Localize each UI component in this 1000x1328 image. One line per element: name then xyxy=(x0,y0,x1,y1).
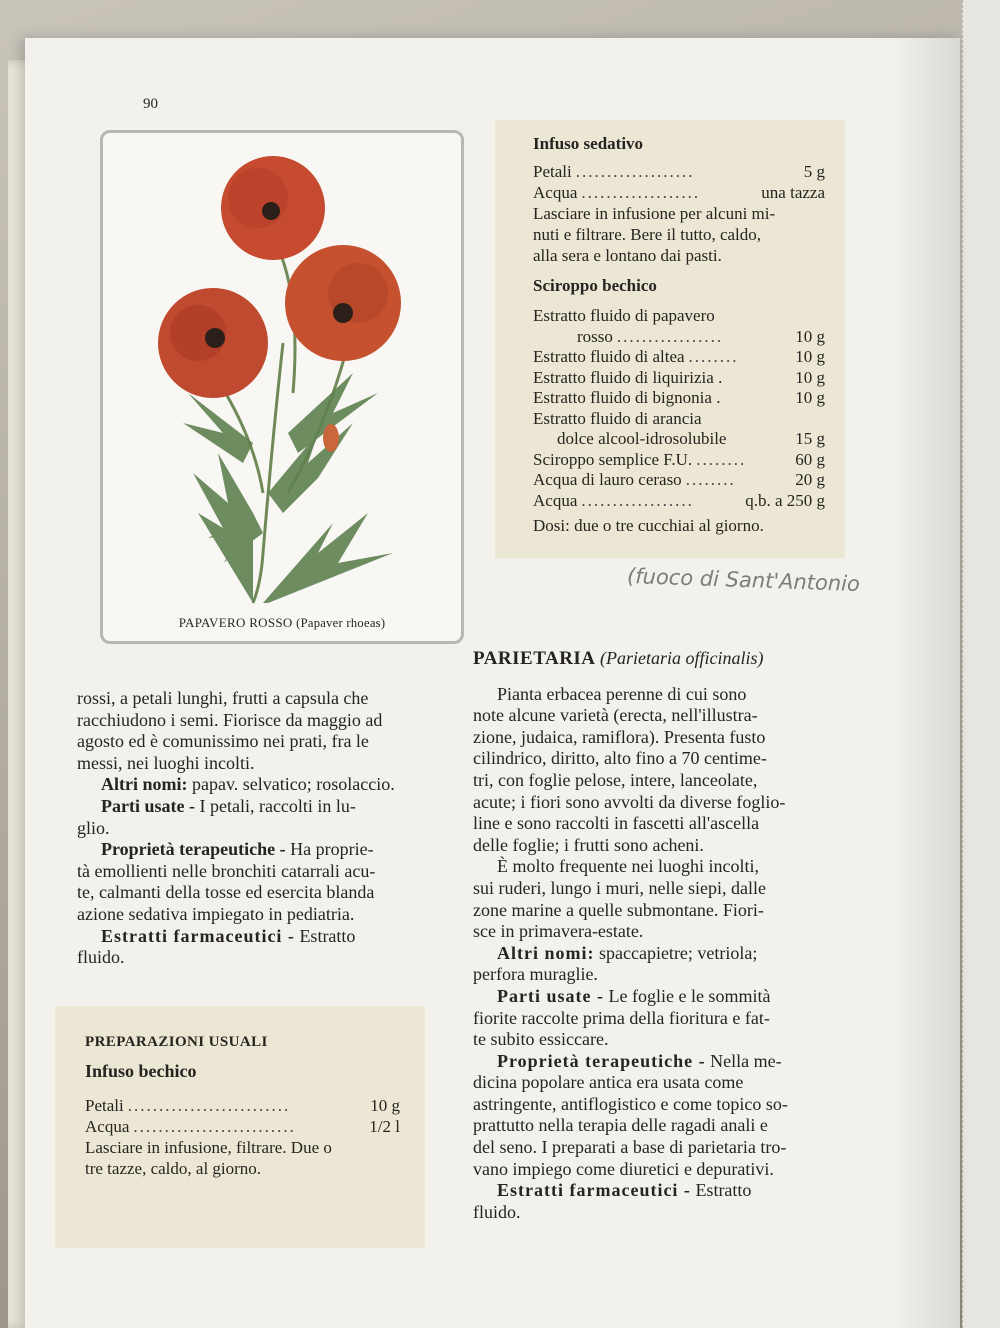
parti-usate-label: Parti usate - xyxy=(101,795,195,816)
preparazioni-title: PREPARAZIONI USUALI xyxy=(85,1034,268,1050)
infuso-sedativo-instructions: Lasciare in infusione per alcuni mi- nuti e filtrare. Bere il tutto, caldo, alla sera e lontano dai pasti. xyxy=(533,204,776,265)
recipe-row: Petali .......................... 10 g xyxy=(85,1096,400,1115)
recipe-row: Acqua .......................... 1/2 l xyxy=(85,1116,400,1136)
handwritten-note: (fuoco di Sant'Antonio xyxy=(626,563,861,597)
sciroppo-rows: Estratto fluido di papavero rosso ................. 10 g Estratto fluido di altea ........ 10 g Estratto fluido di liquirizia . 10 g Estratto fluido di bignonia . 10 g Estratto fluido di arancia dolce alcool-idrosolubile 15 g Sciroppo semplice F.U. ........ 60 g Acqua di lauro ceraso ........ 20 g Acqua .................. q.b. a 250 g xyxy=(533,306,825,510)
proprieta-label: Proprietà terapeutiche - xyxy=(497,1050,706,1071)
proprieta-label: Proprietà terapeutiche - xyxy=(101,839,286,860)
recipe-box-left xyxy=(55,1006,425,1248)
book-page xyxy=(25,38,960,1328)
altri-nomi-label: Altri nomi: xyxy=(101,774,188,795)
infuso-sedativo-title: Infuso sedativo xyxy=(533,134,644,153)
parietaria-heading: PARIETARIA xyxy=(473,648,596,669)
infuso-bechico-title: Infuso bechico xyxy=(85,1061,197,1081)
facing-page-edge xyxy=(962,0,1000,1328)
recipe-box-right xyxy=(495,120,845,558)
estratti-label: Estratti farmaceutici - xyxy=(497,1180,691,1201)
parti-usate-label: Parti usate - xyxy=(497,985,604,1006)
estratti-label: Estratti farmaceutici - xyxy=(101,925,295,946)
recipe-row: Acqua ................... una tazza xyxy=(533,182,825,202)
parietaria-latin: (Parietaria officinalis) xyxy=(600,648,764,668)
recipe-row: Petali ................... 5 g xyxy=(533,162,825,181)
caption-latin: (Papaver rhoeas) xyxy=(296,616,386,630)
sciroppo-bechico-title: Sciroppo bechico xyxy=(533,276,657,295)
page-number: 90 xyxy=(143,96,158,112)
infuso-bechico-instructions: Lasciare in infusione, filtrare. Due o tre tazze, caldo, al giorno. xyxy=(85,1138,332,1178)
sciroppo-dose: Dosi: due o tre cucchiai al giorno. xyxy=(533,516,764,535)
altri-nomi-label: Altri nomi: xyxy=(497,942,595,963)
poppy-drawing xyxy=(103,133,461,641)
illustration-caption xyxy=(103,615,461,631)
left-column-text: rossi, a petali lunghi, frutti a capsula che racchiudono i semi. Fiorisce da maggio ad agosto ed è comunissimo nei prati, fra le messi, nei luoghi incolti. Altri nomi: papav. selvatico; rosolaccio. Parti usate - I petali, raccolti in lu- glio. Proprietà terapeutiche - Ha proprie- tà emollienti nelle bronchiti catarrali acu- te, calmanti della tosse ed esercita blanda azione sedativa impiegato in pediatria. Estratti farmaceutici - Estratto fluido. xyxy=(77,688,395,968)
right-column-text: PARIETARIA (Parietaria officinalis) Pianta erbacea perenne di cui sono note alcune varietà (erecta, nell'illustra- zione, judaica, ramiflora). Presenta fusto cilindrico, diritto, alto fino a 70 centime- tri, con foglie pelose, intere, lanceolate, acute; i fiori sono avvolti da diverse foglio- line e sono raccolti in fascetti all'ascella delle foglie; i frutti sono acheni. È molto frequente nei luoghi incolti, sui ruderi, lungo i muri, nelle siepi, dalle zone marine a quelle submontane. Fiori- sce in primavera-estate. Altri nomi: spaccapietre; vetriola; perfora muraglie. Parti usate - Le foglie e le sommità fiorite raccolte prima della fioritura e fat- te subito essiccare. Proprietà terapeutiche - Nella me- dicina popolare antica era usata come astringente, antiflogistico e come topico so- prattutto nella terapia delle ragadi anali e del seno. I preparati a base di parietaria tro- vano impiego come diuretici e depurativi. Estratti farmaceutici - Estratto fluido. xyxy=(473,648,788,1222)
caption-name: PAPAVERO ROSSO xyxy=(178,615,293,630)
poppy-illustration xyxy=(100,130,464,644)
